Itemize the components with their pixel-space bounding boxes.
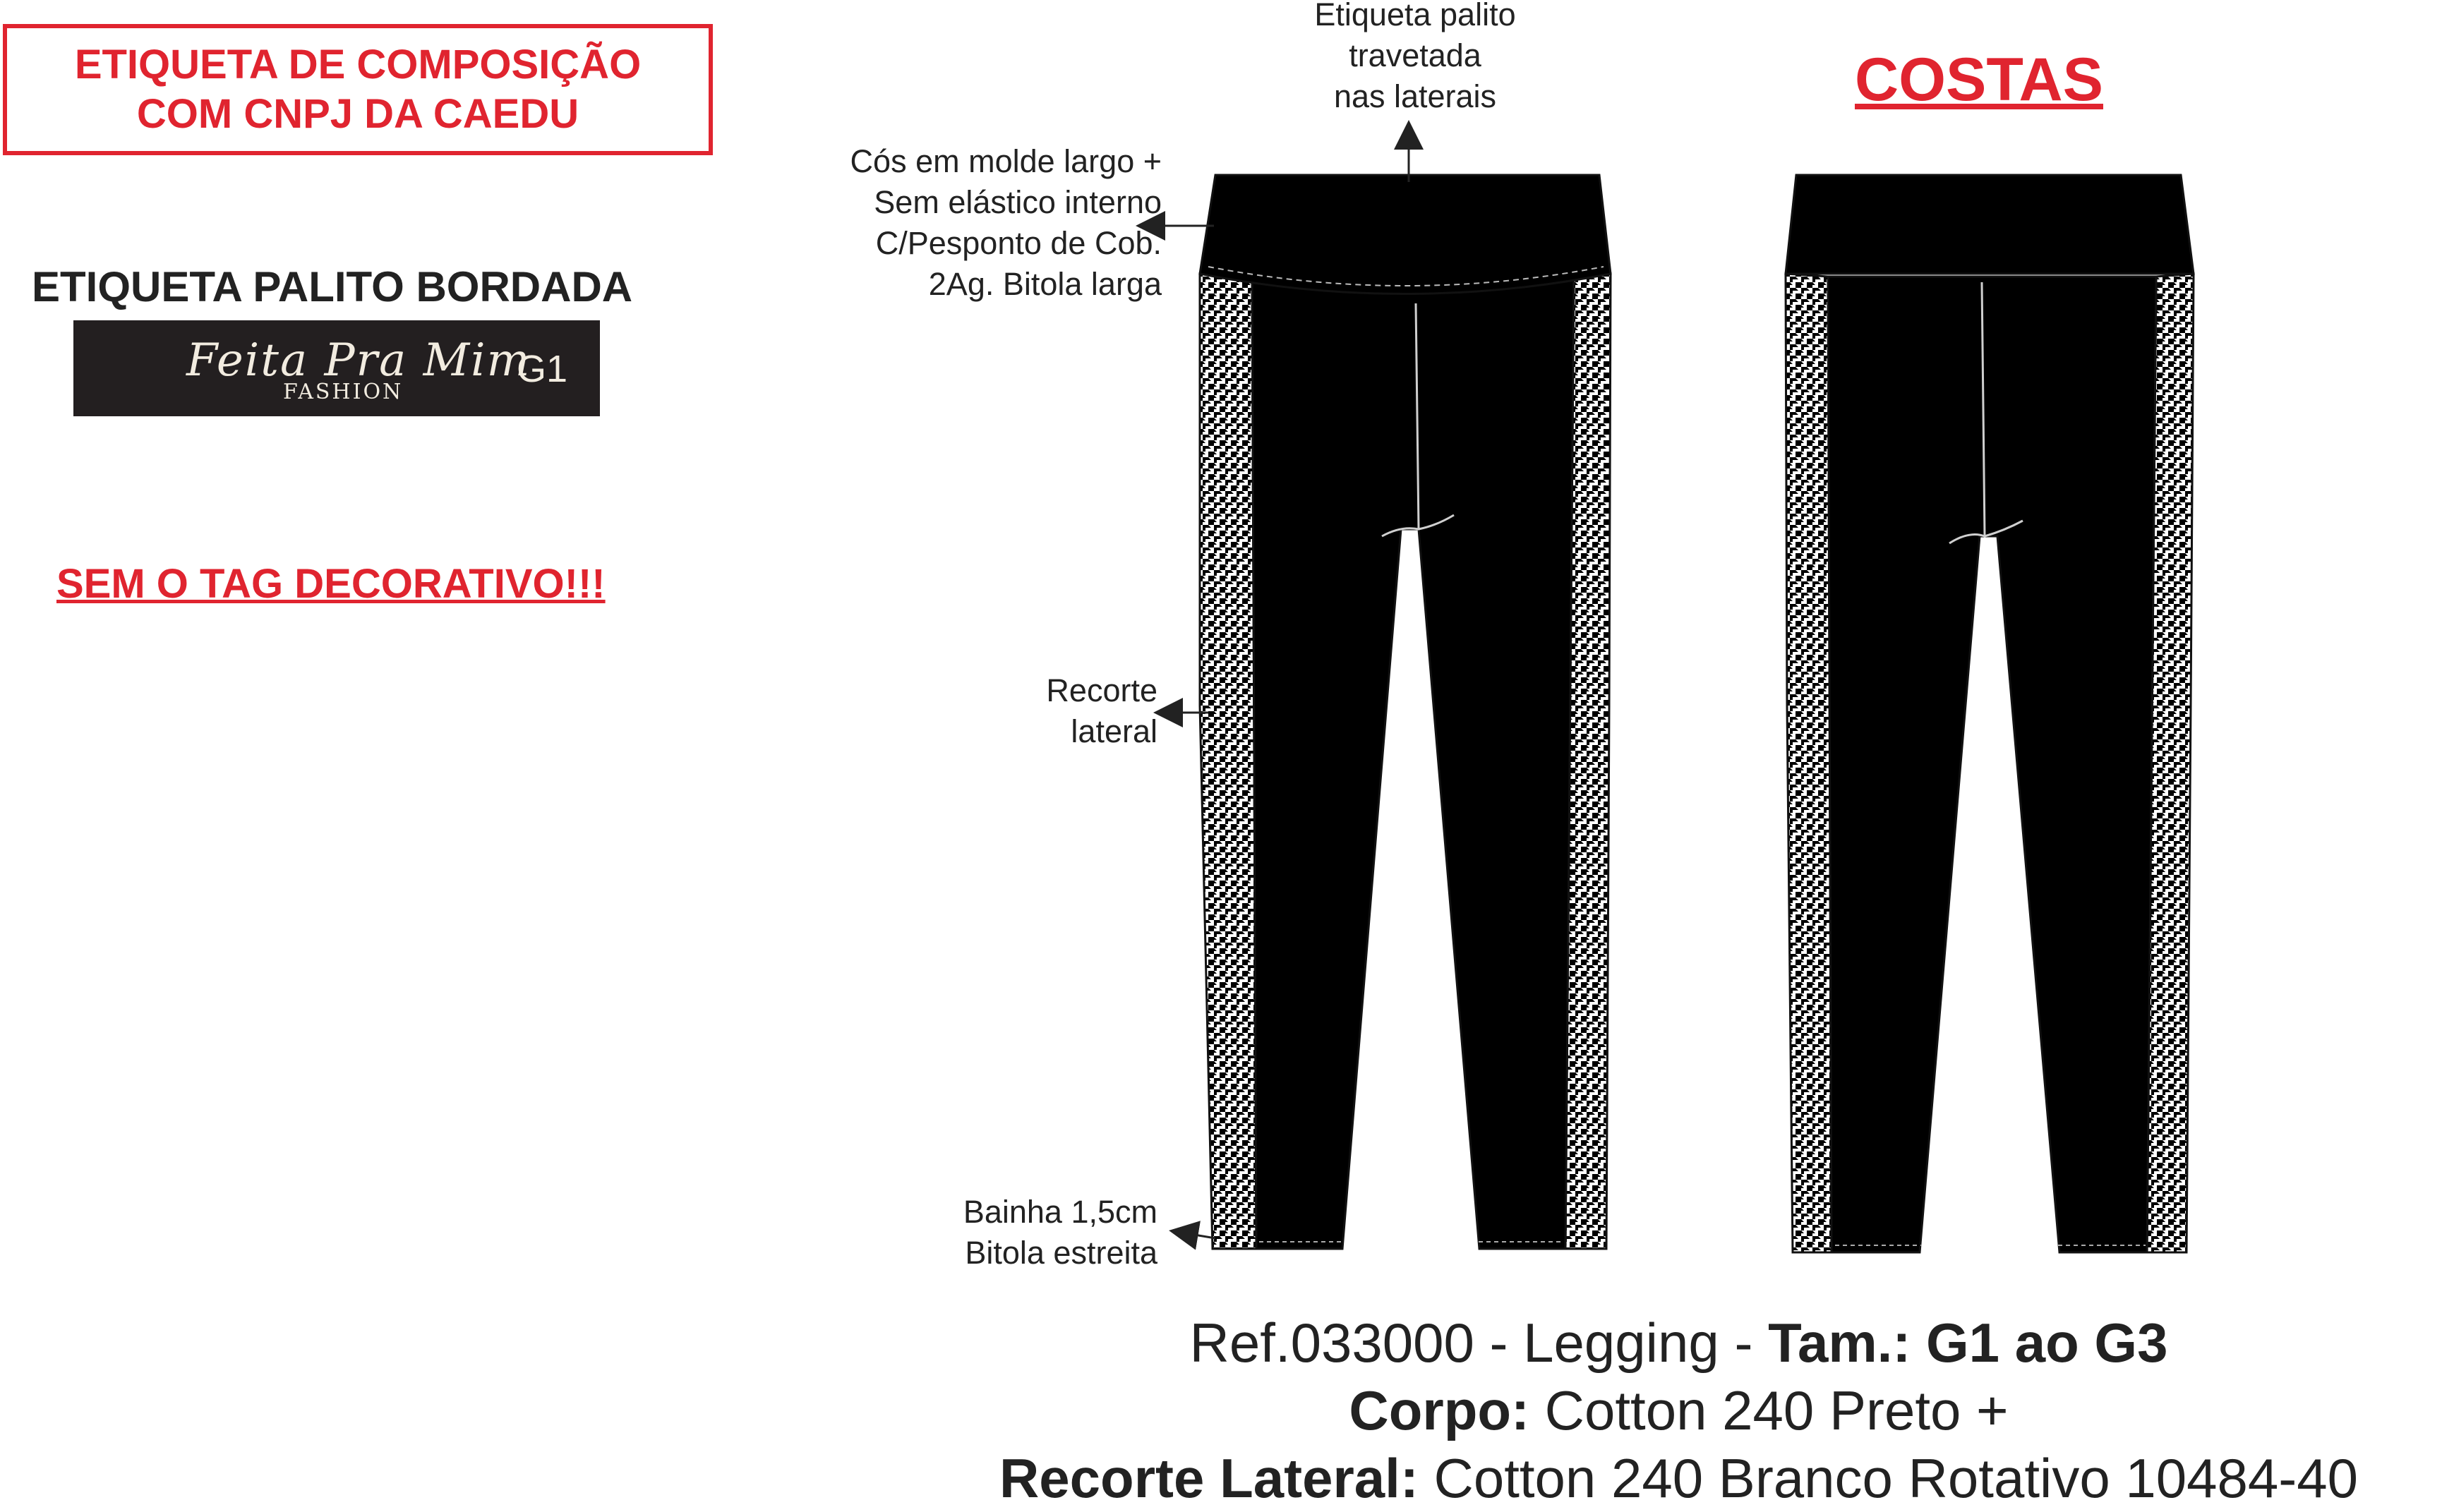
annotation-palito-travetada — [1263, 0, 1567, 117]
annotation-line: Bitola estreita — [965, 1235, 1157, 1271]
back-view-legging — [1786, 175, 2194, 1252]
annotation-line: travetada — [1349, 37, 1481, 73]
front-left-side-panel — [1200, 274, 1256, 1249]
back-body — [1828, 277, 2156, 1252]
front-body — [1252, 279, 1574, 1249]
composition-label-line2: COM CNPJ DA CAEDU — [136, 91, 579, 137]
annotation-line: Sem elástico interno — [874, 184, 1162, 220]
reference-line2 — [903, 1377, 2454, 1444]
body-fabric-value: Cotton 240 Preto + — [1529, 1379, 2009, 1441]
bainha-annotation-arrow — [1173, 1231, 1215, 1238]
annotation-line: Cós em molde largo + — [850, 143, 1162, 179]
reference-line3 — [903, 1444, 2454, 1512]
side-panel-fabric-value: Cotton 240 Branco Rotativo 10484-40 — [1418, 1447, 2359, 1509]
reference-specification — [903, 1309, 2454, 1512]
brand-logo-script: Feita Pra Mim — [186, 334, 531, 387]
back-left-side-panel — [1786, 274, 1832, 1252]
annotation-waistband — [766, 141, 1162, 305]
side-panel-fabric-label: Recorte Lateral: — [999, 1447, 1419, 1509]
reference-sizes: Tam.: G1 ao G3 — [1768, 1312, 2168, 1374]
annotation-line: Recorte — [1046, 672, 1157, 708]
annotation-side-panel — [1002, 670, 1157, 752]
back-view-title: COSTAS — [1855, 46, 2103, 114]
front-view-legging — [1200, 175, 1611, 1249]
annotation-line: Bainha 1,5cm — [963, 1194, 1157, 1230]
palito-label-title: ETIQUETA PALITO BORDADA — [32, 263, 633, 310]
reference-model: Ref.033000 - Legging - — [1189, 1312, 1769, 1374]
brand-logo-subtitle: FASHION — [283, 380, 404, 404]
back-waistband — [1786, 175, 2194, 274]
brand-label-size: G1 — [517, 348, 568, 390]
annotation-line: Etiqueta palito — [1314, 0, 1516, 32]
reference-line1 — [903, 1309, 2454, 1377]
annotation-line: nas laterais — [1333, 78, 1497, 114]
annotation-hem — [918, 1192, 1157, 1274]
annotation-line: C/Pesponto de Cob. — [875, 225, 1162, 261]
annotation-line: lateral — [1071, 713, 1157, 749]
annotation-line: 2Ag. Bitola larga — [928, 266, 1162, 302]
composition-label-line1: ETIQUETA DE COMPOSIÇÃO — [74, 42, 642, 87]
body-fabric-label: Corpo: — [1349, 1379, 1529, 1441]
no-decorative-tag-warning: SEM O TAG DECORATIVO!!! — [56, 561, 606, 607]
